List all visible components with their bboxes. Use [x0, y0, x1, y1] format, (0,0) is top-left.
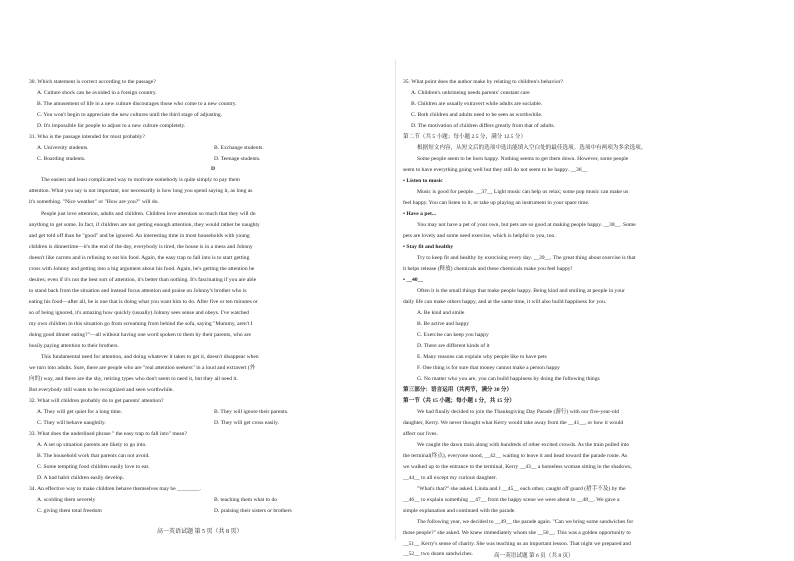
- option-33d: D. A bad habit children easily develop.: [37, 475, 124, 481]
- option-30d: D. It's impossible for people to adjust to a new culture completely.: [37, 123, 186, 129]
- passage-line: People just love attention, adults and children. Children love attention so much that they will do: [41, 211, 256, 217]
- option-34a: A. scolding them severely: [37, 497, 96, 503]
- passage-line: to stand back from the situation and instead focus attention and praise on Johnny's brother who is: [29, 288, 247, 294]
- right-page-footer: 高一英语试题 第 6 页（共 8 页）: [494, 553, 574, 559]
- question-33: 33. What does the underlined phrase " the easy trap to fall into" mean?: [29, 431, 187, 437]
- option-34d: D. praising their sisters or brothers: [214, 508, 292, 514]
- option-34c: C. giving them total freedom: [37, 508, 102, 514]
- passage-line: __46__ to explain something __47__ from the happy scene we were about to __48__. We gave a: [403, 497, 620, 503]
- passage-line: "What's that?" she asked. Linda and I __45__ each other, caught off guard (措手不及) by the: [417, 486, 626, 492]
- passage-line: it helps release (释放) chemicals and these chemicals make you feel happy!: [403, 266, 573, 272]
- passage-line: This fundamental need for attention, and doing whatever it takes to get it, doesn't disappear when: [41, 354, 259, 360]
- option-c: C. Exercise can keep you happy: [417, 332, 489, 338]
- passage-line: The following year, we decided to __49__ the parade again. "Can we bring some sandwiches for: [417, 519, 634, 525]
- section-2-instructions: 根据短文内容，从短文后的选项中选出能填入空白处的最佳选项。选项中有两项为多余选项。: [417, 145, 647, 151]
- part-3-heading: 第三部分：语言运用（共两节，满分 30 分）: [403, 387, 513, 393]
- option-35d: D. The motivation of children differs greatly from that of adults.: [411, 123, 555, 129]
- passage-line: daily life can make others happy, and at the same time, it will also build happiness for you.: [403, 299, 607, 305]
- question-34: 34. An effective way to make children behave themselves may be ________.: [29, 486, 201, 492]
- section-2-heading: 第二节（共 5 小题；每小题 2.5 分，满分 12.5 分）: [403, 134, 527, 140]
- option-32b: B. They will ignore their parents.: [214, 409, 289, 415]
- passage-line: we turn into adults. Sure, there are people who are "real attention seekers" in a loud and extravert (外: [29, 365, 256, 371]
- passage-line: and get told off than be "good" and be ignored. An interesting time in most households with young: [29, 233, 250, 239]
- question-30: 30. Which statement is correct according to the passage?: [29, 79, 156, 85]
- option-34b: B. teaching them what to do: [214, 497, 278, 503]
- option-31b: B. Exchange students.: [214, 145, 264, 151]
- option-b: B. Be active and happy: [417, 321, 470, 327]
- passage-line: seem to have everything going well but they still do not seem to be happy. __36__: [403, 167, 588, 173]
- option-30a: A. Culture shock can be avoided in a foreign country.: [37, 90, 157, 96]
- question-32: 32. What will children probably do to get parents' attention?: [29, 398, 164, 404]
- passage-line: affect our lives.: [403, 431, 438, 437]
- passage-line: __52__ two dozen sandwiches.: [403, 551, 473, 557]
- passage-line: Some people seem to be born happy. Nothing seems to get them down. However, some people: [417, 156, 629, 162]
- option-35b: B. Children are usually extravert while adults are sociable.: [411, 101, 543, 107]
- passage-d-heading: D: [211, 166, 216, 172]
- passage-line: daughter, Kerry. We never thought what Kerry would take away from the __41__, or how it would: [403, 420, 624, 426]
- passage-line: feel happy. You can listen to it, or take up playing an instrument in your spare time.: [403, 200, 590, 206]
- question-35: 35. What point does the author make by relating to children's behavior?: [403, 79, 563, 85]
- option-g: G. No matter who you are, you can build happiness by doing the following things: [417, 376, 600, 382]
- option-30b: B. The amusement of life in a new culture discourages those who come to a new country.: [37, 101, 237, 107]
- passage-line: busily paying attention to their brothers.: [29, 343, 119, 349]
- option-30c: C. You won't begin to appreciate the new cultures until the third stage of adjusting.: [37, 112, 223, 118]
- passage-line: those people?" she asked. We knew immediately whom she __50__. This was a golden opportunity to: [403, 530, 631, 536]
- subheading-listen-to-music: • Listen to music: [403, 178, 443, 184]
- passage-line: pets are lovely and some need exercise, which is helpful to you, too.: [403, 233, 556, 239]
- passage-line: doesn't like carrots and is refusing to eat his food. Again, the easy trap to fall into is to start getting: [29, 255, 250, 261]
- passage-line: doing good dinner eating?"—all without having one word spoken to them by their parents, who are: [29, 332, 251, 338]
- passage-line: 向的) way, and there are the shy, retiring types who don't seem to need it, but they all need it.: [29, 376, 238, 382]
- option-33a: A. A set up situation parents are likely to go into.: [37, 442, 147, 448]
- passage-line: so of being ignored, it's amazing how quickly (usually) Johnny sees sense and obeys. I've watched: [29, 310, 249, 316]
- passage-line: Music is good for people. __37__ Light music can help us relax; some pop music can make us: [417, 189, 629, 195]
- passage-line: desires; even if it's not the best sort of attention, it's better than nothing. It's fascinating if you are able: [29, 277, 257, 283]
- subheading-have-a-pet: • Have a pet...: [403, 211, 437, 217]
- passage-line: simple explanation and continued with the parade.: [403, 508, 516, 514]
- right-page: [397, 0, 794, 561]
- passage-line: Often it is the small things that make people happy. Being kind and smiling at people in your: [417, 288, 625, 294]
- option-33c: C. Some tempting food children easily love to eat.: [37, 464, 150, 470]
- option-31a: A. University students.: [37, 145, 89, 151]
- option-e: E. Many reasons can explain why people like to have pets: [417, 354, 547, 360]
- passage-line: __44__ to all except my curious daughter.: [403, 475, 497, 481]
- option-f: F. One thing is for sure that money cannot make a person happy: [417, 365, 560, 371]
- option-32a: A. They will get quiet for a long time.: [37, 409, 123, 415]
- passage-line: anything to get some. In fact, if children are not getting enough attention, they would rather be naughty: [29, 222, 260, 228]
- passage-line: You may not have a pet of your own, but pets are so good at making people happy. __38__. Some: [417, 222, 636, 228]
- passage-line: __51__ Kerry's sense of charity. She was teaching us an important lesson. That night we prepared and: [403, 541, 631, 547]
- option-31d: D. Teenage students.: [214, 156, 261, 162]
- option-35a: A. Children's unbrineing needs parents' constant care: [411, 90, 530, 96]
- option-32c: C. They will behave naughtily.: [37, 420, 106, 426]
- option-33b: B. The household work that parents can not avoid.: [37, 453, 150, 459]
- passage-line: We caught the dawn train along with hundreds of other excited crowds. As the train pulled into: [417, 442, 630, 448]
- option-a: A. Be kind and smile: [417, 310, 465, 316]
- option-32d: D. They will get cross easily.: [214, 420, 279, 426]
- passage-line: The easiest and least complicated way to motivate somebody is quite simply to pay them: [41, 177, 240, 183]
- option-35c: C. Both children and adults need to be seen as worthwhile.: [411, 112, 543, 118]
- passage-line: children is dinnertime—it's the end of the day, everybody is tired, the house is in a mess and Johnny: [29, 244, 253, 250]
- option-d: D. There are different kinds of it: [417, 343, 490, 349]
- option-31c: C. Boarding students.: [37, 156, 86, 162]
- passage-line: we walked up to the entrance to the terminal, Kerry __43__ a homeless woman sitting in the shadows,: [403, 464, 632, 470]
- passage-line: eating his food—after all, he is one that is doing what you want him to do. After five or ten minutes or: [29, 299, 258, 305]
- question-31: 31. Who is the passage intended for most probably?: [29, 134, 145, 140]
- passage-line: it's something. "Nice weather" or "How are you?" will do.: [29, 199, 159, 205]
- passage-line: Try to keep fit and healthy by exercising every day. __39__. The great thing about exercise is that: [417, 255, 636, 261]
- passage-line: cross with Johnny and getting into a big argument about his food. Again, he's getting the attention he: [29, 266, 255, 272]
- passage-line: We had finally decided to join the Thanksgiving Day Parade (游行) with our five-year-old: [417, 409, 620, 415]
- part-3-section-1-heading: 第一节（共 15 小题；每小题 1 分，共 15 分）: [403, 398, 515, 404]
- subheading-stay-fit: • Stay fit and healthy: [403, 244, 454, 250]
- subheading-blank-40: • __40__: [403, 277, 424, 283]
- page-footer: 高一英语试题 第 5 页（共 8 页）: [157, 529, 243, 535]
- passage-line: my own children in this situation go from screaming from behind the sofa, saying "Mummy, aren't I: [29, 321, 253, 327]
- passage-line: But everybody still wants to be recognized and seen worthwhile.: [29, 387, 174, 393]
- passage-line: the terminal(终点), everyone stood, __42__ waiting to leave it and head toward the parade route. As: [403, 453, 628, 459]
- passage-line: attention. What you say is not important, nor necessarily is how long you spend saying it, as long as: [29, 188, 253, 194]
